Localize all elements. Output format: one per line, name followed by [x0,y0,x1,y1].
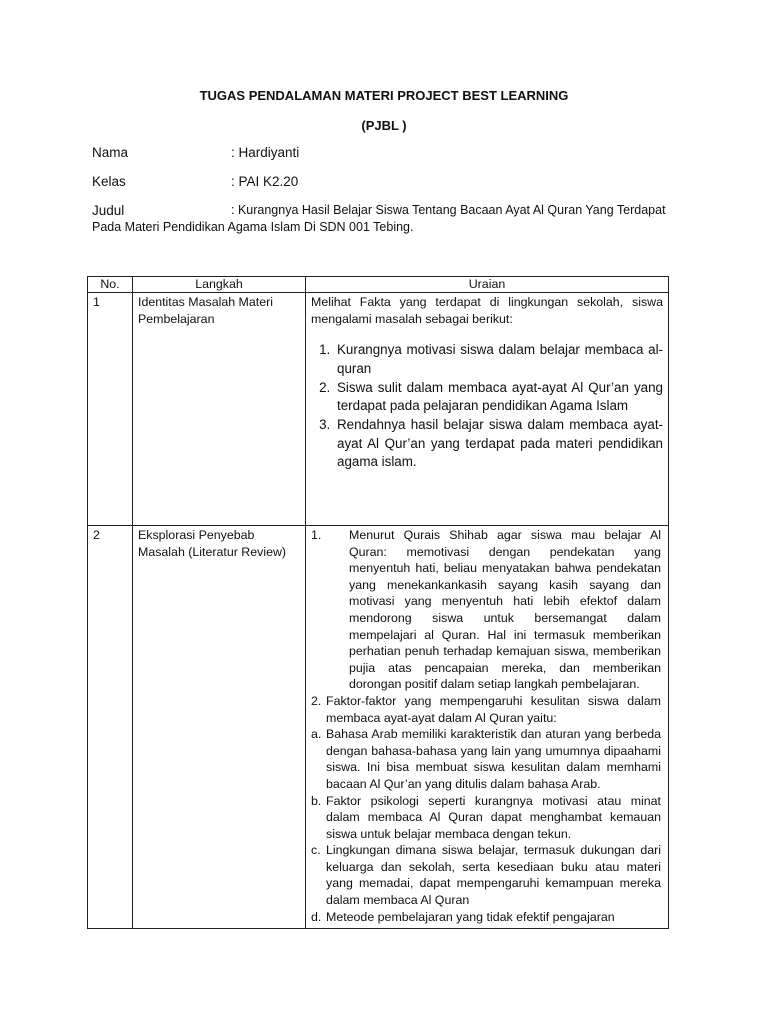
list-text: Faktor-faktor yang mempengaruhi kesulitan siswa dalam membaca ayat-ayat dalam Al Quran yaitu: [326,693,661,725]
list-text: Lingkungan dimana siswa belajar, termasuk dukungan dari keluarga dan sekolah, serta kesediaan buku atau materi yang memadai, dapat mempengaruhi kemampuan mereka dalam membaca Al Quran [326,843,661,908]
judul-value: : Kurangnya Hasil Belajar Siswa Tentang Bacaan Ayat Al Quran Yang Terdapat [231,203,666,217]
list-text: Bahasa Arab memiliki karakteristik dan aturan yang berbeda dengan bahasa-bahasa yang lain yang umumnya dipaahami siswa. Ini bisa membuat siswa kesulitan dalam memhami bacaan Al Qur’an yang ditulis dalam bahasa Arab. [326,727,661,791]
pjbl-table [87,276,669,929]
list-item [311,693,661,726]
list-marker: 1. [311,528,322,542]
list-item: 1. Kurangnya motivasi siswa dalam belajar membaca al-quran [334,341,663,378]
judul-label: Judul [92,203,125,218]
judul-value-continued: Pada Materi Pendidikan Agama Islam Di SDN 001 Tebing. [92,220,414,234]
kelas-value: : PAI K2.20 [231,174,299,189]
uraian-intro: Melihat Fakta yang terdapat di lingkungan sekolah, siswa mengalami masalah sebagai berikut: [311,295,663,326]
row-number: 1 [88,293,133,526]
row-number: 2 [88,526,133,929]
list-text: Faktor psikologi seperti kurangnya motivasi atau minat dalam membaca Al Quran dapat menghambat kemauan siswa untuk belajar membaca dengan tekun. [326,793,661,841]
list-item [311,527,661,693]
column-header-langkah: Langkah [133,277,306,293]
list-item [311,726,661,792]
list-marker: d. [311,909,322,924]
table-row [88,526,669,929]
langkah-cell: Eksplorasi Penyebab Masalah (Literatur Review) [133,526,306,929]
uraian-cell [306,293,669,526]
nama-value: : Hardiyanti [231,145,300,160]
langkah-cell: Identitas Masalah Materi Pembelajaran [133,293,306,526]
table-row [88,293,669,526]
list-marker: c. [311,843,321,858]
list-item [311,793,661,843]
list-marker: a. [311,727,322,742]
list-text: Meteode pembelajaran yang tidak efektif pengajaran [326,909,615,924]
uraian-cell [306,526,669,929]
document-title: TUGAS PENDALAMAN MATERI PROJECT BEST LEARNING [199,88,569,103]
nama-label: Nama [92,145,129,160]
list-item: 3. Rendahnya hasil belajar siswa dalam membaca ayat-ayat Al Qur’an yang terdapat pada materi pendidikan agama islam. [334,416,663,472]
list-marker: b. [311,793,322,808]
list-item [311,909,661,926]
list-item: 2. Siswa sulit dalam membaca ayat-ayat Al Qur’an yang terdapat pada pelajaran pendidikan Agama Islam [334,379,663,416]
list-marker: 2. [311,693,322,708]
document-subtitle: (PJBL ) [361,118,407,133]
column-header-uraian: Uraian [306,277,669,293]
column-header-no: No. [88,277,133,293]
list-item [311,842,661,908]
problem-list [311,341,663,472]
kelas-label: Kelas [92,174,126,189]
table-header-row [88,277,669,293]
list-text: Menurut Qurais Shihab agar siswa mau belajar Al Quran: memotivasi dengan pendekatan yang menyentuh hati, beliau menyatakan bahwa pendekatan yang menekankankasih sayang kasih sayang dan motivasi yang menyentuh hati lebih efektof dalam mendorong siswa untuk bersemangat dalam mempelajari al Quran. Hal ini termasuk memberikan perhatian penuh terhadap kemajuan siswa, memberikan pujia atas pencapaian mereka, dan memberikan dorongan positif dalam setiap langkah pembelajaran. [349,528,661,692]
